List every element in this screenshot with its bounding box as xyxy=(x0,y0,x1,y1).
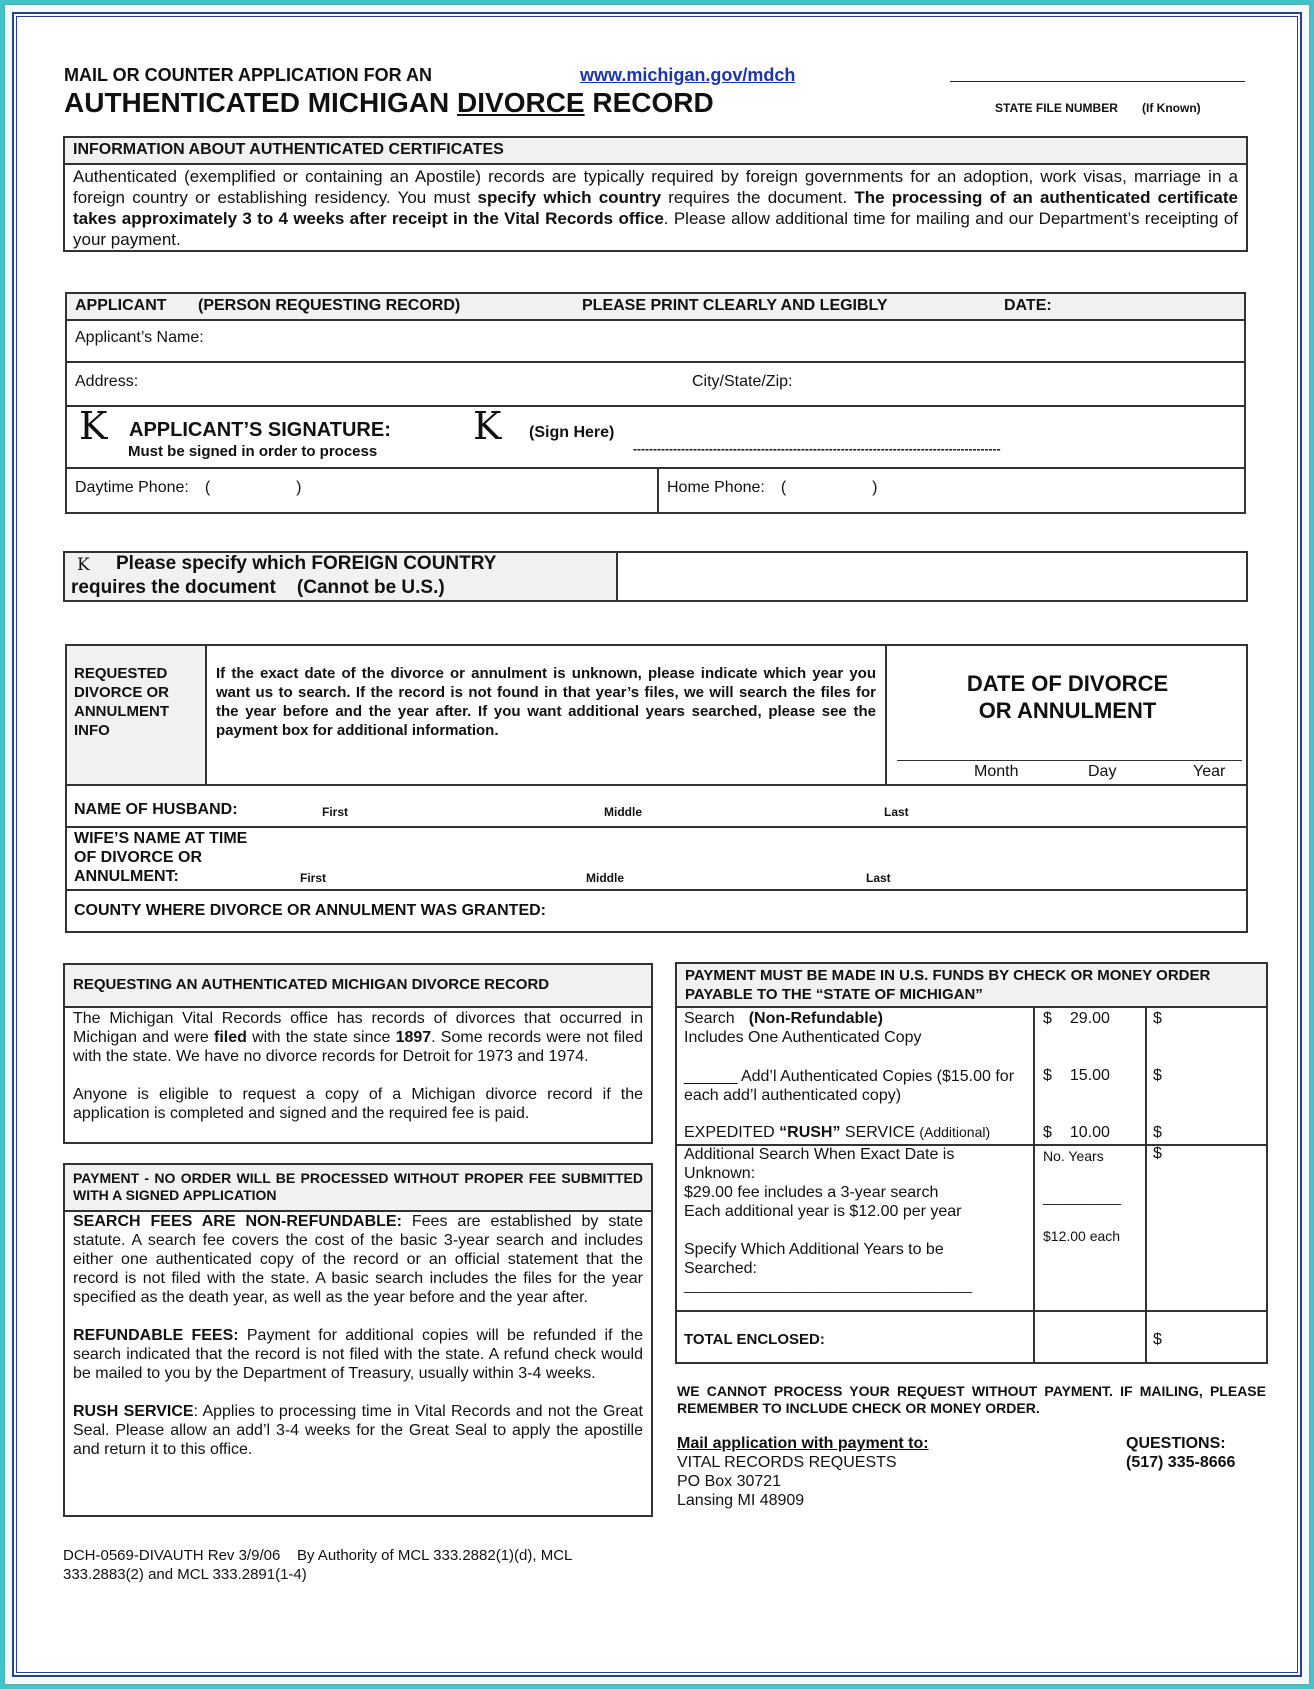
label-line: ANNULMENT xyxy=(74,703,169,720)
info-text-part: requires the document. xyxy=(661,188,855,207)
dollar-sign: $ xyxy=(1043,1010,1052,1027)
requesting-section xyxy=(63,963,653,1144)
applicant-section xyxy=(65,292,1246,514)
mailing-address xyxy=(677,1453,897,1510)
title-part: RECORD xyxy=(584,87,714,118)
mail-heading: Mail application with payment to: xyxy=(677,1435,929,1452)
each-year-price: $12.00 each xyxy=(1043,1228,1121,1244)
if-known-label: (If Known) xyxy=(1142,101,1201,115)
text-line: $29.00 fee includes a 3-year search xyxy=(684,1184,939,1201)
additional-copies-label xyxy=(684,1067,1024,1105)
signature-label: APPLICANT’S SIGNATURE: xyxy=(129,419,391,441)
title-part: AUTHENTICATED MICHIGAN xyxy=(64,87,458,118)
country-label-line2: requires the document (Cannot be U.S.) xyxy=(71,577,445,598)
wife-first-label: First xyxy=(300,871,327,885)
wife-middle-label: Middle xyxy=(586,871,624,885)
label-line: OF DIVORCE OR xyxy=(74,849,203,866)
husband-first-label: First xyxy=(322,805,349,819)
document-page xyxy=(16,16,1298,1673)
address-line: Lansing MI 48909 xyxy=(677,1492,805,1509)
must-sign-note: Must be signed in order to process xyxy=(128,443,378,460)
mdch-link[interactable]: www.michigan.gov/mdch xyxy=(580,65,796,85)
info-heading: INFORMATION ABOUT AUTHENTICATED CERTIFICATES xyxy=(65,138,1246,165)
daytime-phone-label: Daytime Phone: xyxy=(75,479,189,496)
text-part: . Some records were not filed with the state. We have no divorce records for Detroit for 1973 and 1974. xyxy=(73,1029,643,1065)
country-k-icon: K xyxy=(77,555,90,575)
copies-price xyxy=(1043,1067,1110,1085)
price-value: 29.00 xyxy=(1069,1010,1110,1027)
city-state-zip-field[interactable]: City/State/Zip: xyxy=(692,373,793,390)
husband-name-field[interactable]: NAME OF HUSBAND: xyxy=(74,801,238,818)
paren: ( xyxy=(780,479,787,496)
info-text-bold: specify which country xyxy=(477,188,662,207)
month-label: Month xyxy=(974,763,1019,780)
label-line: ANNULMENT: xyxy=(74,868,179,885)
title-line: DATE OF DIVORCE xyxy=(966,671,1169,696)
info-text-part: Authenticated (exemplified or containing an Apostile) records are typically required by foreign governments for an adoption, work visas, marriage in a foreign country or establishing residency. You must xyxy=(73,167,1238,207)
price-value: 10.00 xyxy=(1069,1124,1110,1141)
text-bold: SEARCH FEES ARE NON-REFUNDABLE: xyxy=(73,1213,402,1230)
refundable-fees-text xyxy=(65,1307,651,1383)
sign-here-label: (Sign Here) xyxy=(529,424,615,441)
specify-years-input[interactable]: _____________________________________ xyxy=(684,1277,973,1293)
total-amount-input[interactable]: $ xyxy=(1153,1331,1162,1348)
rush-price xyxy=(1043,1124,1110,1142)
foreign-country-input[interactable] xyxy=(621,553,1246,600)
wife-last-label: Last xyxy=(866,871,891,885)
includes-copy-label: Includes One Authenticated Copy xyxy=(684,1029,922,1046)
additional-amount-input[interactable]: $ xyxy=(1153,1145,1162,1162)
text-part: : Applies to processing time in Vital Records and not the Great Seal. Please allow an add’l 3-4 weeks for the Great Seal to apply the apostille and return it to this office. xyxy=(73,1403,643,1458)
text-line: Searched: xyxy=(684,1260,757,1277)
footer-line: 333.2883(2) and MCL 333.2891(1-4) xyxy=(63,1566,307,1583)
country-label-line1: Please specify which FOREIGN COUNTRY xyxy=(116,553,497,574)
price-value: 15.00 xyxy=(1069,1067,1110,1084)
questions-phone: (517) 335-8666 xyxy=(1126,1454,1236,1471)
date-input-line[interactable] xyxy=(897,760,1242,761)
footer-line: DCH-0569-DIVAUTH Rev 3/9/06 By Authority of MCL 333.2882(1)(d), MCL xyxy=(63,1547,573,1564)
home-phone-field[interactable] xyxy=(667,479,878,497)
payment-rules-section xyxy=(63,1163,653,1517)
rush-service-label xyxy=(684,1124,990,1142)
text-bold: filed xyxy=(213,1029,247,1046)
address-field[interactable]: Address: xyxy=(75,373,139,390)
additional-search-label xyxy=(684,1145,962,1221)
text-line: Additional Search When Exact Date is xyxy=(684,1146,955,1163)
applicant-heading: APPLICANT xyxy=(75,297,167,314)
text-line: Unknown: xyxy=(684,1165,756,1182)
search-fees-text xyxy=(65,1212,651,1307)
search-amount-input[interactable]: $ xyxy=(1153,1010,1162,1027)
daytime-phone-field[interactable] xyxy=(75,479,302,497)
text-bold: “RUSH” xyxy=(779,1124,841,1141)
questions-label: QUESTIONS: xyxy=(1126,1435,1226,1452)
copies-blank[interactable]: ______ xyxy=(684,1068,738,1085)
divorce-info-section xyxy=(65,644,1248,933)
state-file-label: STATE FILE NUMBER xyxy=(995,101,1118,115)
text-bold: RUSH SERVICE xyxy=(73,1403,194,1420)
husband-last-label: Last xyxy=(884,805,909,819)
text-part: SERVICE xyxy=(840,1124,920,1141)
form-footer xyxy=(63,1546,572,1584)
home-phone-label: Home Phone: xyxy=(667,479,765,496)
address-line: PO Box 30721 xyxy=(677,1473,782,1490)
info-text-bold: The processing of an authenticated certificate takes approximately 3 to 4 weeks after receipt in the Vital Records office xyxy=(73,188,1238,228)
text-part: Payment for additional copies will be refunded if the search indicated that the record is not filed with the state. A refund check would be mailed to you by the Department of Treasury, usually within 3-4 weeks. xyxy=(73,1327,643,1382)
label-line: REQUESTED xyxy=(74,665,168,682)
text-part: The Michigan Vital Records office has records of divorces that occurred in Michigan and were xyxy=(73,1010,643,1046)
no-years-input[interactable]: __________ xyxy=(1043,1189,1121,1205)
text-part: Add’l Authenticated Copies ($15.00 for each add’l authenticated copy) xyxy=(684,1068,1015,1104)
text-line: Specify Which Additional Years to be xyxy=(684,1241,944,1258)
info-text xyxy=(65,165,1246,251)
sign-here-k-icon: K xyxy=(473,404,502,448)
dollar-sign: $ xyxy=(1043,1067,1052,1084)
copies-amount-input[interactable]: $ xyxy=(1153,1067,1162,1084)
page-title xyxy=(64,87,714,119)
wife-name-field[interactable] xyxy=(74,829,247,886)
requested-label xyxy=(74,664,169,740)
title-line: OR ANNULMENT xyxy=(978,698,1157,723)
text-bold: (Non-Refundable) xyxy=(748,1010,883,1027)
rush-service-text xyxy=(65,1383,651,1459)
address-line: VITAL RECORDS REQUESTS xyxy=(677,1454,897,1471)
applicant-person-note: (PERSON REQUESTING RECORD) xyxy=(198,297,461,314)
specify-years-label xyxy=(684,1240,944,1278)
date-of-divorce-title xyxy=(887,670,1248,724)
text-bold: REFUNDABLE FEES: xyxy=(73,1327,239,1344)
text-bold: 1897 xyxy=(395,1029,432,1046)
eligibility-text: Anyone is eligible to request a copy of a Michigan divorce record if the application is completed and signed and the required fee is paid. xyxy=(73,1086,643,1122)
label-line: INFO xyxy=(74,722,110,739)
label-line: WIFE’S NAME AT TIME xyxy=(74,830,248,847)
text-part: Fees are established by state statute. A search fee covers the cost of the basic 3-year search and includes either one authenticated copy of the record or an official statement that the record is not filed with the state. A basic search includes the files for the year specified as the death year, as well as the year before and the year after. xyxy=(73,1213,644,1306)
paren: ) xyxy=(296,479,302,496)
no-years-label: No. Years xyxy=(1043,1148,1104,1164)
dollar-sign: $ xyxy=(1043,1124,1052,1141)
paren: ( xyxy=(204,479,211,496)
print-clearly-note: PLEASE PRINT CLEARLY AND LEGIBLY xyxy=(582,297,888,314)
text-line: Each additional year is $12.00 per year xyxy=(684,1203,962,1220)
year-label: Year xyxy=(1193,763,1226,780)
label-line: DIVORCE OR xyxy=(74,684,170,701)
applicant-name-field[interactable]: Applicant’s Name: xyxy=(75,329,204,346)
signature-line[interactable]: -------------------------------------------------------------------------------------------- xyxy=(633,442,1001,456)
payment-notice: WE CANNOT PROCESS YOUR REQUEST WITHOUT PAYMENT. IF MAILING, PLEASE REMEMBER TO INCLUDE CHECK OR MONEY ORDER. xyxy=(677,1383,1266,1416)
requesting-text xyxy=(65,1008,651,1067)
text-part: with the state since xyxy=(246,1029,396,1046)
foreign-country-section xyxy=(63,551,1248,602)
info-box xyxy=(63,136,1248,252)
text-part: Search xyxy=(684,1010,735,1027)
search-price xyxy=(1043,1010,1110,1028)
title-divorce: DIVORCE xyxy=(457,87,585,118)
header-subtitle: MAIL OR COUNTER APPLICATION FOR AN xyxy=(64,65,432,85)
state-file-number-line[interactable] xyxy=(950,81,1245,82)
search-fee-label xyxy=(684,1010,883,1028)
payment-rules-heading: PAYMENT - NO ORDER WILL BE PROCESSED WITHOUT PROPER FEE SUBMITTED WITH A SIGNED APPLICATION xyxy=(65,1165,651,1212)
total-enclosed-label: TOTAL ENCLOSED: xyxy=(684,1331,825,1348)
signature-k-icon: K xyxy=(79,404,108,448)
husband-middle-label: Middle xyxy=(604,805,642,819)
payment-fee-table xyxy=(675,962,1268,1364)
text-part: (Additional) xyxy=(919,1124,991,1140)
search-instructions: If the exact date of the divorce or annulment is unknown, please indicate which year you want us to search. If the record is not found in that year’s files, we will search the files for the year before and the year after. If you want additional years searched, please see the payment box for additional information. xyxy=(216,665,876,739)
day-label: Day xyxy=(1088,763,1117,780)
text-part: EXPEDITED xyxy=(684,1124,780,1141)
date-label[interactable]: DATE: xyxy=(1004,297,1052,314)
requesting-heading: REQUESTING AN AUTHENTICATED MICHIGAN DIVORCE RECORD xyxy=(65,965,651,1008)
info-text-part: . Please allow additional time for mailing and our Department’s receipting of your payment. xyxy=(73,209,1239,249)
county-field[interactable]: COUNTY WHERE DIVORCE OR ANNULMENT WAS GRANTED: xyxy=(74,902,546,919)
paren: ) xyxy=(872,479,878,496)
rush-amount-input[interactable]: $ xyxy=(1153,1124,1162,1141)
fee-table-heading: PAYMENT MUST BE MADE IN U.S. FUNDS BY CHECK OR MONEY ORDER PAYABLE TO THE “STATE OF MICHIGAN” xyxy=(677,964,1266,1008)
